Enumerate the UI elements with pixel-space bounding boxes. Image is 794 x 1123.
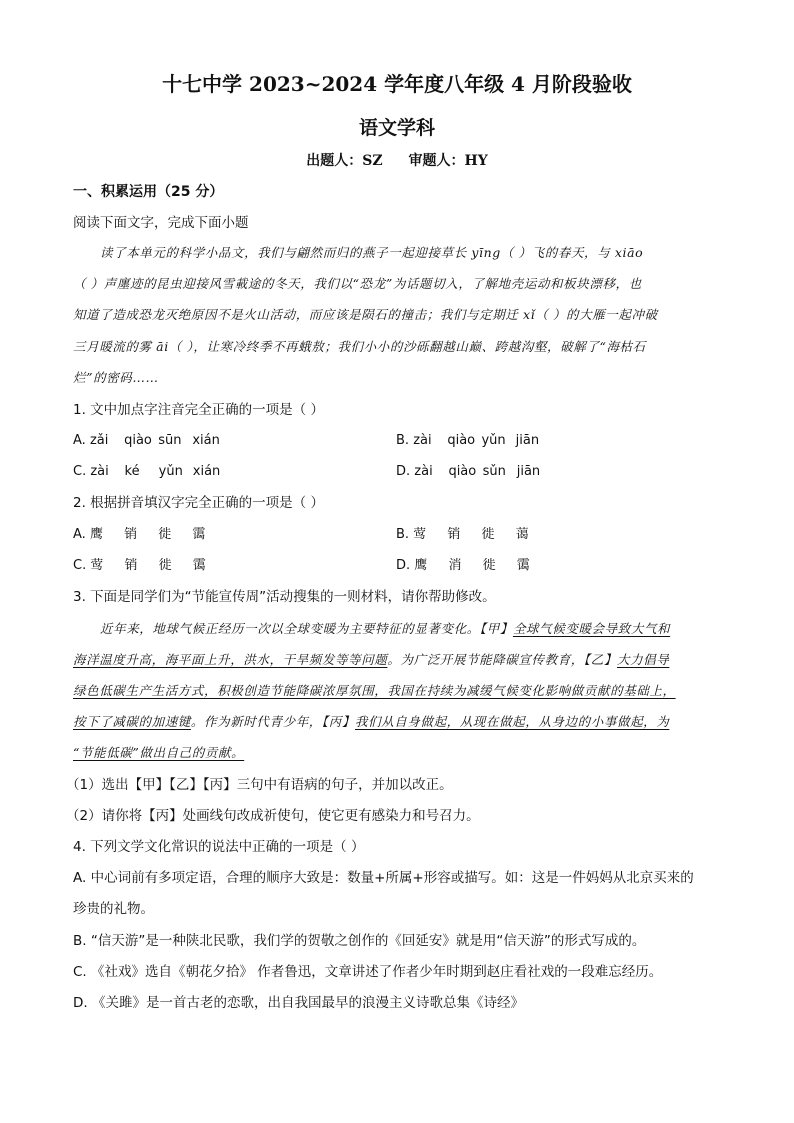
q1-option-a[interactable]: A. zǎi qiào sūn xián (73, 433, 220, 448)
q2-option-b[interactable]: B. 莺 销 徙 蔼 (396, 527, 529, 542)
section-intro: 阅读下面文字，完成下面小题 (73, 215, 249, 231)
q3-passage-line-1: 近年来，地球气候正经历一次以全球变暖为主要特征的显著变化。【甲】全球气候变暖会导致大气和 (100, 621, 671, 636)
q3-underline-bing: 我们从自身做起，从现在做起，从身边的小事做起，为 (354, 714, 670, 729)
q3-passage-line-5: “节能低碳”做出自己的贡献。 (73, 745, 245, 760)
q3-underline-jia: 全球气候变暖会导致大气和 (512, 621, 671, 636)
passage-line-2: （ ）声廛迹的昆虫迎接风雪載途的冬天，我们以“恐龙”为话题切入，了解地壳运动和板块漂移，也 (73, 276, 642, 291)
q1-option-c[interactable]: C. zài ké yǔn xián (73, 464, 221, 479)
q2-stem: 2. 根据拼音填汉字完全正确的一项是（ ） (73, 495, 324, 511)
q1-option-b[interactable]: B. zài qiào yǔn jiān (396, 433, 540, 448)
q3-sub2: （2）请你将【丙】处画线句改成祈使句，使它更有感染力和号召力。 (66, 808, 480, 824)
section-heading: 一、积累运用（25 分） (73, 184, 224, 200)
q3-passage-line-3: 绿色低碳生产生活方式，积极创造节能降碳浓厚氛围，我国在持续为减缓气候变化影响做贡献的基础上， (73, 683, 676, 698)
q2-option-a[interactable]: A. 鹰 销 徙 霭 (73, 527, 206, 542)
q2-option-d[interactable]: D. 鹰 消 徙 霭 (396, 558, 530, 573)
q4-stem: 4. 下列文学文化常识的说法中正确的一项是（ ） (73, 839, 365, 855)
q3-underline-yi: 大力倡导 (616, 652, 670, 667)
q4-option-a-cont: 珍贵的礼物。 (73, 901, 154, 917)
q3-stem: 3. 下面是同学们为“节能宣传周”活动搜集的一则材料，请你帮助修改。 (73, 589, 496, 605)
q4-option-c[interactable]: C. 《社戏》选自《朝花夕拾》 作者鲁迅，文章讲述了作者少年时期到赵庄看社戏的一段难忘经历。 (73, 964, 663, 980)
passage-line-4: 三月暖流的雾 āi（ ），让寒冷终季不再蛾敖；我们小小的沙砾翻越山巅、跨越沟壑，破解了“海枯石 (73, 339, 646, 354)
q3-sub1: （1）选出【甲】【乙】【丙】三句中有语病的句子，并加以改正。 (66, 777, 453, 793)
q4-option-a[interactable]: A. 中心词前有多项定语，合理的顺序大致是：数量+所属+形容或描写。如：这是一件妈妈从北京买来的 (73, 870, 694, 886)
q3-passage-line-4: 按下了减碳的加速键。作为新时代青少年，【丙】我们从自身做起，从现在做起，从身边的小事做起，为 (73, 714, 670, 729)
q4-option-d[interactable]: D. 《关雎》是一首古老的恋歌，出自我国最早的浪漫主义诗歌总集《诗经》 (73, 995, 524, 1011)
q1-stem: 1. 文中加点字注音完全正确的一项是（ ） (73, 402, 324, 418)
passage-line-1: 读了本单元的科学小品文，我们与翩然而归的燕子一起迎接草长 yīng（ ）飞的春天，与 xiāo (100, 245, 644, 260)
q3-passage-line-2: 海洋温度升高，海平面上升，洪水，干旱频发等等问题。为广泛开展节能降碳宣传教育，【乙】大力倡导 (73, 652, 670, 667)
setter-label: 出题人：SZ (306, 153, 383, 169)
subject-title: 语文学科 (358, 117, 435, 139)
q2-option-c[interactable]: C. 莺 销 徙 霭 (73, 558, 206, 573)
q1-option-d[interactable]: D. zài qiào sǔn jiān (396, 464, 541, 479)
passage-line-3: 知道了造成恐龙灭绝原因不是火山活动，而应该是陨石的撞击；我们与定期迁 xǐ（ ）的大雁一起冲破 (73, 307, 658, 322)
authors-line (0, 150, 794, 170)
reviewer-label: 审题人：HY (408, 153, 488, 169)
exam-title: 十七中学 2023~2024 学年度八年级 4 月阶段验收 (162, 72, 632, 96)
q4-option-b[interactable]: B. “信天游”是一种陕北民歌，我们学的贺敬之创作的《回延安》就是用“信天游”的形式写成的。 (73, 933, 646, 949)
passage-line-5: 烂”的密码…… (73, 370, 159, 385)
